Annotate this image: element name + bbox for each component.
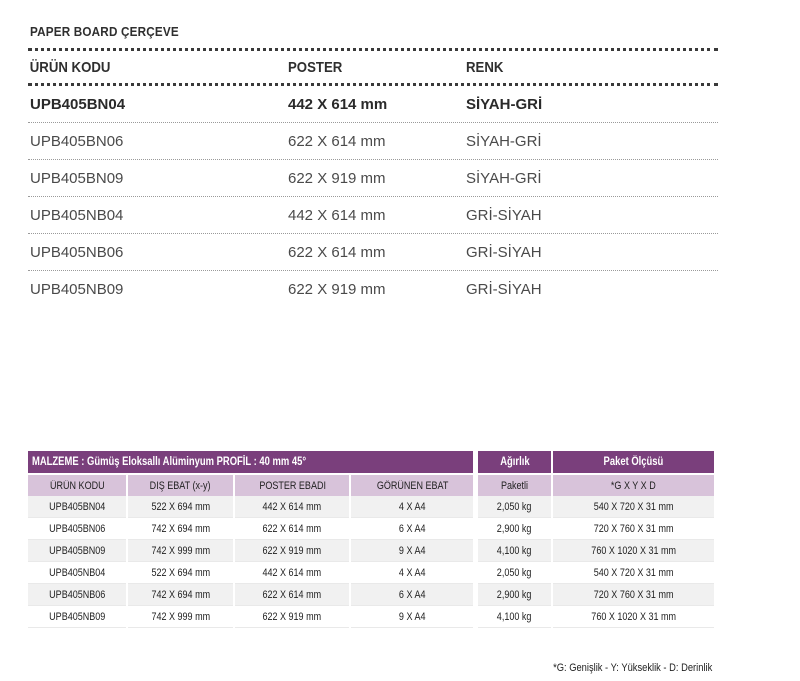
product-code: UPB405BN09 bbox=[30, 169, 124, 187]
weight: 2,050 kg bbox=[478, 496, 552, 518]
spec-table-title: MALZEME : Gümüş Eloksallı Alüminyum PROFİL : 40 mm 45° bbox=[28, 451, 473, 474]
table-row bbox=[28, 540, 473, 562]
visible-size: 4 X A4 bbox=[350, 562, 473, 584]
package-size: 720 X 760 X 31 mm bbox=[552, 518, 714, 540]
visible-size: 4 X A4 bbox=[350, 496, 473, 518]
table-row bbox=[28, 197, 718, 234]
weight-title: Ağırlık bbox=[478, 451, 552, 474]
weight: 2,900 kg bbox=[478, 584, 552, 606]
product-code: UPB405NB04 bbox=[30, 206, 124, 224]
table-row bbox=[28, 606, 473, 628]
table-row bbox=[478, 540, 714, 562]
package-size: 760 X 1020 X 31 mm bbox=[552, 540, 714, 562]
spec-tables bbox=[28, 451, 714, 653]
table-row bbox=[28, 496, 473, 518]
header-urun-kodu: ÜRÜN KODU bbox=[29, 58, 111, 76]
poster-size: 622 X 919 mm bbox=[288, 169, 386, 187]
outer-size: 742 X 999 mm bbox=[127, 540, 234, 562]
color: GRİ-SİYAH bbox=[466, 206, 542, 224]
header-gxyxd: *G X Y X D bbox=[552, 474, 714, 496]
header-paketli: Paketli bbox=[478, 474, 552, 496]
package-table bbox=[478, 451, 714, 628]
poster-size: 442 X 614 mm bbox=[234, 496, 350, 518]
weight: 2,900 kg bbox=[478, 518, 552, 540]
product-code: UPB405NB06 bbox=[28, 584, 127, 606]
poster-size: 442 X 614 mm bbox=[234, 562, 350, 584]
table-row bbox=[478, 496, 714, 518]
poster-size: 622 X 919 mm bbox=[234, 606, 350, 628]
package-size-title: Paket Ölçüsü bbox=[552, 451, 714, 474]
product-list-header bbox=[28, 51, 718, 83]
color: SİYAH-GRİ bbox=[466, 95, 543, 113]
weight: 4,100 kg bbox=[478, 540, 552, 562]
poster-size: 622 X 919 mm bbox=[234, 540, 350, 562]
poster-size: 442 X 614 mm bbox=[288, 206, 386, 224]
table-row bbox=[28, 562, 473, 584]
product-code: UPB405NB04 bbox=[28, 562, 127, 584]
package-size: 720 X 760 X 31 mm bbox=[552, 584, 714, 606]
poster-size: 622 X 919 mm bbox=[288, 280, 386, 298]
outer-size: 522 X 694 mm bbox=[127, 562, 234, 584]
product-list-table bbox=[28, 48, 718, 307]
table-row bbox=[28, 86, 718, 123]
table-row bbox=[28, 518, 473, 540]
spec-table bbox=[28, 451, 473, 628]
outer-size: 742 X 999 mm bbox=[127, 606, 234, 628]
table-row bbox=[478, 562, 714, 584]
header-dis-ebat: DIŞ EBAT (x-y) bbox=[127, 474, 234, 496]
table-row bbox=[28, 160, 718, 197]
outer-size: 742 X 694 mm bbox=[127, 584, 234, 606]
product-code: UPB405NB06 bbox=[30, 243, 124, 261]
color: SİYAH-GRİ bbox=[466, 169, 542, 187]
table-row bbox=[478, 606, 714, 628]
header-urun-kodu: ÜRÜN KODU bbox=[28, 474, 127, 496]
table-row bbox=[28, 234, 718, 271]
visible-size: 9 X A4 bbox=[350, 606, 473, 628]
outer-size: 522 X 694 mm bbox=[127, 496, 234, 518]
product-code: UPB405BN04 bbox=[30, 95, 126, 113]
color: GRİ-SİYAH bbox=[466, 243, 542, 261]
weight: 4,100 kg bbox=[478, 606, 552, 628]
header-poster-ebadi: POSTER EBADI bbox=[234, 474, 350, 496]
color: SİYAH-GRİ bbox=[466, 132, 542, 150]
poster-size: 622 X 614 mm bbox=[234, 584, 350, 606]
product-code: UPB405BN09 bbox=[28, 540, 127, 562]
table-row bbox=[28, 271, 718, 307]
weight: 2,050 kg bbox=[478, 562, 552, 584]
package-size: 760 X 1020 X 31 mm bbox=[552, 606, 714, 628]
spec-table-header bbox=[28, 474, 473, 496]
product-code: UPB405BN06 bbox=[28, 518, 127, 540]
poster-size: 622 X 614 mm bbox=[288, 132, 386, 150]
page-title: PAPER BOARD ÇERÇEVE bbox=[30, 24, 179, 39]
header-gorunen-ebat: GÖRÜNEN EBAT bbox=[350, 474, 473, 496]
product-code: UPB405NB09 bbox=[30, 280, 124, 298]
package-table-header bbox=[478, 474, 714, 496]
table-row bbox=[28, 584, 473, 606]
poster-size: 622 X 614 mm bbox=[234, 518, 350, 540]
product-code: UPB405NB09 bbox=[28, 606, 127, 628]
header-renk: RENK bbox=[466, 58, 504, 76]
package-size: 540 X 720 X 31 mm bbox=[552, 496, 714, 518]
outer-size: 742 X 694 mm bbox=[127, 518, 234, 540]
poster-size: 622 X 614 mm bbox=[288, 243, 386, 261]
table-row bbox=[478, 584, 714, 606]
dimension-footnote: *G: Genişlik - Y: Yükseklik - D: Derinlik bbox=[552, 662, 712, 674]
poster-size: 442 X 614 mm bbox=[288, 95, 388, 113]
table-row bbox=[478, 518, 714, 540]
product-code: UPB405BN04 bbox=[28, 496, 127, 518]
visible-size: 6 X A4 bbox=[350, 584, 473, 606]
table-row bbox=[28, 123, 718, 160]
visible-size: 6 X A4 bbox=[350, 518, 473, 540]
visible-size: 9 X A4 bbox=[350, 540, 473, 562]
header-poster: POSTER bbox=[288, 58, 343, 76]
color: GRİ-SİYAH bbox=[466, 280, 542, 298]
package-size: 540 X 720 X 31 mm bbox=[552, 562, 714, 584]
product-code: UPB405BN06 bbox=[30, 132, 124, 150]
